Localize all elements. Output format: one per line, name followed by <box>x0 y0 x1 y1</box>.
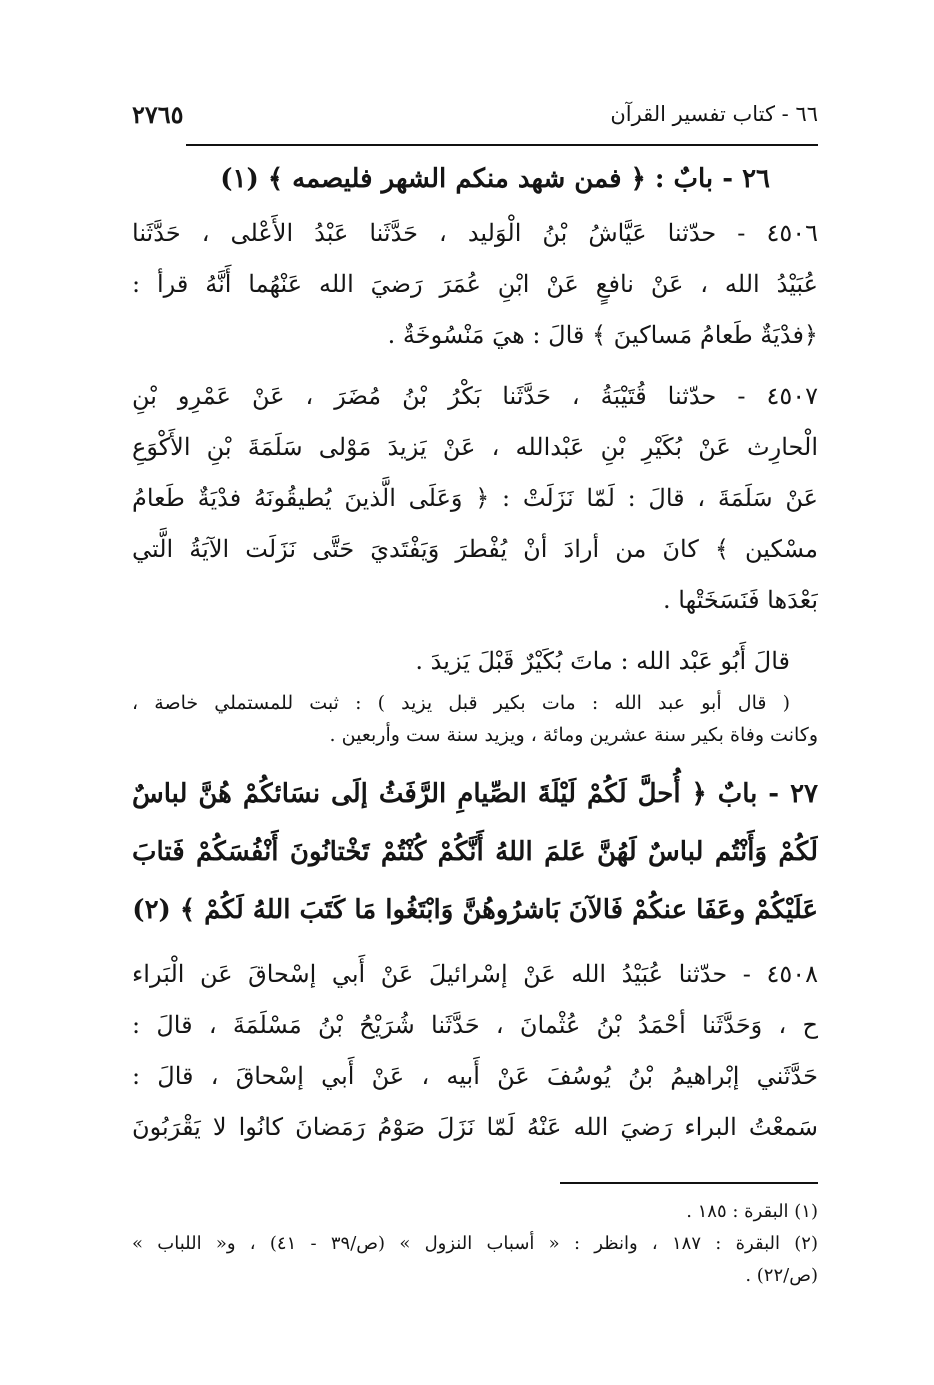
chapter-heading-27-line-1: ٢٧ - بابٌ ﴿ أُحلَّ لَكُمْ لَيْلَةَ الصِّيامِ الرَّفَثُ إلَى نسَائكُمْ هُنَّ لباسٌ <box>132 779 818 809</box>
hadith-4507-line-1: ٤٥٠٧ - حدّثنا قُتَيْبَةُ ، حَدَّثَنا بَكْرُ بْنُ مُضَرَ ، عَنْ عَمْرِو بْنِ <box>132 382 818 410</box>
commentary-line-2: وكانت وفاة بكير سنة عشرين ومائة ، ويزيد سنة ست وأربعين . <box>329 724 818 746</box>
footnote-2: (٢) البقرة : ١٨٧ ، وانظر : « أسباب النزول » (ص/٣٩ - ٤١) ، و« اللباب » <box>132 1233 818 1254</box>
hadith-4507-comment: قالَ أَبُو عَبْد الله : ماتَ بُكَيْرٌ قَبْلَ يَزيدَ . <box>415 647 790 675</box>
hadith-4507-line-4: مسْكين ﴾ كانَ من أرادَ أنْ يُفْطرَ وَيَفْتَديَ حَتَّى نَزَلَت الآيَةُ الَّتي <box>132 535 818 563</box>
hadith-4508-line-1: ٤٥٠٨ - حدّثنا عُبَيْدُ الله عَنْ إسْرائيلَ عَنْ أَبي إسْحاقَ عَن الْبَراء <box>132 960 818 988</box>
page-number: ٢٧٦٥ <box>132 100 184 129</box>
footnotes <box>132 1196 818 1292</box>
header-rule <box>186 144 818 146</box>
main-text <box>132 150 818 1153</box>
hadith-4507-line-2: الْحارِث عَنْ بُكَيْرِ بْنِ عَبْدالله ، عَنْ يَزيدَ مَوْلى سَلَمَةَ بْنِ الأَكْوَعِ <box>132 433 818 461</box>
hadith-4508-line-3: حَدَّثَني إبْراهيمُ بْنُ يُوسُفَ عَنْ أَبيه ، عَنْ أَبي إسْحاقَ ، قالَ : <box>132 1062 818 1090</box>
hadith-4507-line-3: عَنْ سَلَمَةَ ، قالَ : لَمّا نَزَلَتْ : ﴿ وَعَلَى الَّذينَ يُطيقُونَهُ فدْيَةٌ طَعامُ <box>132 484 818 512</box>
hadith-4507-line-5: بَعْدَها فَنَسَخَتْها . <box>663 586 818 614</box>
hadith-4506-line-1: ٤٥٠٦ - حدّثنا عَيَّاشُ بْنُ الْوَليد ، حَدَّثَنا عَبْدُ الأَعْلى ، حَدَّثَنا <box>132 219 818 247</box>
chapter-heading-27-line-2: لَكُمْ وَأَنْتُم لباسٌ لَهُنَّ عَلمَ اللهُ أَنَّكُمْ كُنْتُمْ تَخْتانُونَ أَنْفُسَكُمْ فَتابَ <box>132 837 818 867</box>
chapter-heading-27-line-3: عَلَيْكُمْ وعَفَا عنكُمْ فَالآنَ بَاشرُوهُنَّ وَابْتَغُوا مَا كَتَبَ اللهُ لَكُمْ ﴾ (٢) <box>132 895 818 925</box>
page-header <box>132 100 818 140</box>
footnote-2-continued: (ص/٢٢) . <box>745 1265 818 1286</box>
footnote-rule <box>560 1182 818 1184</box>
footnote-1: (١) البقرة : ١٨٥ . <box>686 1201 818 1222</box>
chapter-heading-26: ٢٦ - بابٌ : ﴿ فمن شهد منكم الشهر فليصمه ﴾ (١) <box>220 164 770 194</box>
running-title: ٦٦ - كتاب تفسير القرآن <box>610 102 818 126</box>
hadith-4506-line-2: عُبَيْدُ الله ، عَنْ نافعٍ عَنْ ابْنِ عُمَرَ رَضيَ الله عَنْهُما أَنَّهُ قرأ : <box>132 270 818 298</box>
commentary-line-1: ( قال أبو عبد الله : مات بكير قبل يزيد ) : ثبت للمستملي خاصة ، <box>132 692 790 714</box>
hadith-4508-line-4: سَمعْتُ البراء رَضيَ الله عَنْهُ لَمّا نَزَلَ صَوْمُ رَمَضانَ كانُوا لا يَقْرَبُونَ <box>132 1113 818 1141</box>
hadith-4508-line-2: ح ، وَحَدَّثَنا أحْمَدُ بْنُ عُثْمانَ ، حَدَّثَنا شُرَيْحُ بْنُ مَسْلَمَةَ ، قالَ : <box>132 1011 818 1039</box>
hadith-4506-line-3: ﴿فدْيَةٌ طَعامُ مَساكينَ ﴾ قالَ : هيَ مَنْسُوخَةٌ . <box>387 321 818 349</box>
